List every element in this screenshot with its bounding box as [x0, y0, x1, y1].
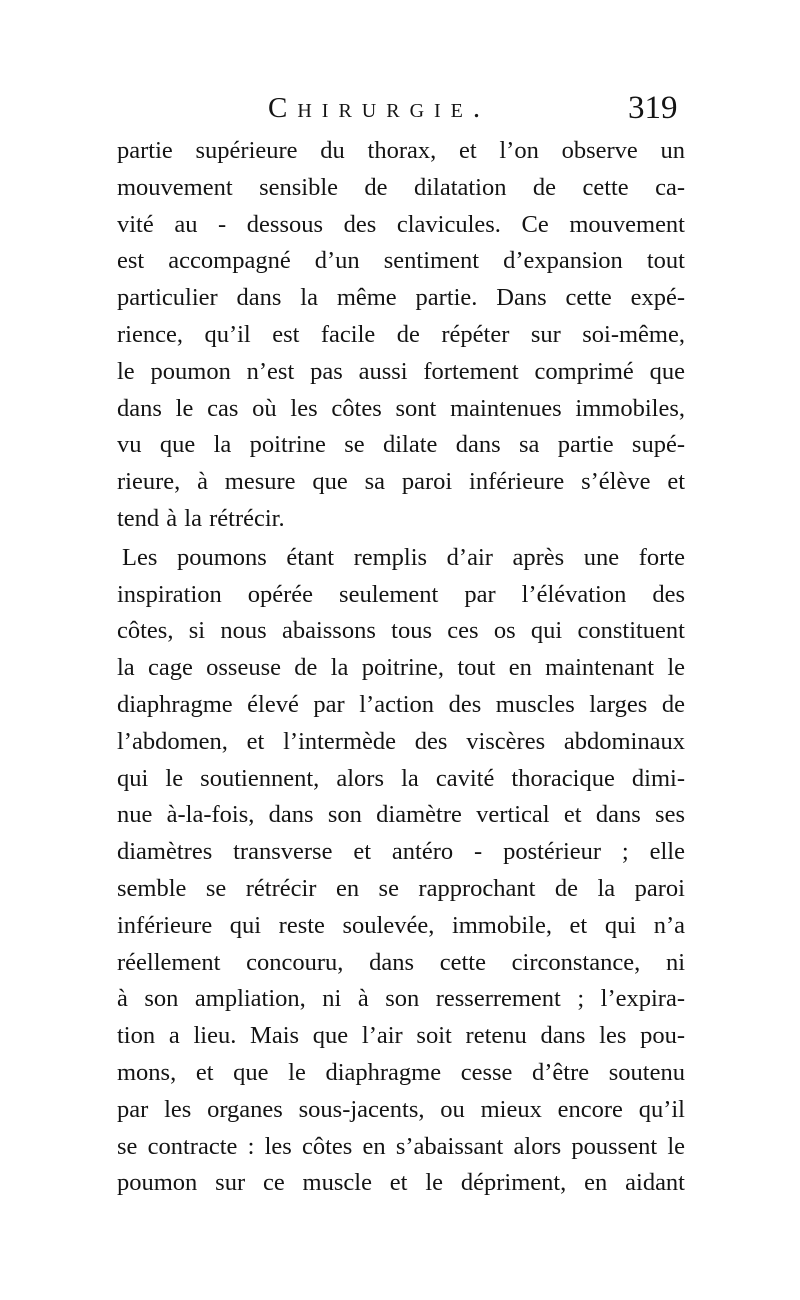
text-line-first: Les poumons étant remplis d’air après une forte — [122, 543, 685, 571]
text-line: partie supérieure du thorax, et l’on observe un — [117, 137, 685, 164]
text-line-last: tend à la rétrécir. — [117, 504, 285, 532]
text-line: le poumon n’est pas aussi fortement comprimé que — [117, 357, 685, 385]
text-line: rience, qu’il est facile de répéter sur soi-même, — [117, 320, 685, 348]
page-number: 319 — [628, 90, 678, 126]
text-line: l’abdomen, et l’intermède des viscères abdominaux — [117, 727, 685, 755]
text-line: inspiration opérée seulement par l’élévation des — [117, 580, 685, 608]
running-header — [0, 86, 800, 130]
text-line: réellement concouru, dans cette circonstance, ni — [117, 948, 685, 976]
text-line: tion a lieu. Mais que l’air soit retenu dans les pou- — [117, 1022, 685, 1050]
text-line: vu que la poitrine se dilate dans sa partie supé- — [117, 431, 685, 459]
text-line: se contracte : les côtes en s’abaissant alors poussent le — [117, 1132, 685, 1160]
text-line: inférieure qui reste soulevée, immobile, et qui n’a — [117, 911, 685, 939]
body-text — [117, 133, 685, 1202]
paragraph-1 — [117, 133, 685, 538]
text-line: mons, et que le diaphragme cesse d’être soutenu — [117, 1058, 685, 1086]
text-line: diamètres transverse et antéro - postérieur ; elle — [117, 838, 685, 866]
text-line: par les organes sous-jacents, ou mieux encore qu’il — [117, 1095, 685, 1123]
text-line: mouvement sensible de dilatation de cette ca- — [117, 173, 685, 201]
text-line: dans le cas où les côtes sont maintenues immobiles, — [117, 394, 685, 422]
text-line: côtes, si nous abaissons tous ces os qui constituent — [117, 617, 685, 645]
text-line: est accompagné d’un sentiment d’expansion tout — [117, 247, 685, 275]
running-title: Chirurgie. — [268, 92, 491, 124]
text-line: la cage osseuse de la poitrine, tout en maintenant le — [117, 654, 685, 682]
text-line: à son ampliation, ni à son resserrement ; l’expira- — [117, 985, 685, 1013]
text-line: poumon sur ce muscle et le dépriment, en aidant — [117, 1169, 685, 1197]
text-line: semble se rétrécir en se rapprochant de la paroi — [117, 874, 685, 902]
text-line: rieure, à mesure que sa paroi inférieure s’élève et — [117, 468, 685, 496]
text-line: qui le soutiennent, alors la cavité thoracique dimi- — [117, 764, 685, 792]
text-line: particulier dans la même partie. Dans cette expé- — [117, 284, 685, 312]
text-line: nue à-la-fois, dans son diamètre vertical et dans ses — [117, 801, 685, 829]
text-line: vité au - dessous des clavicules. Ce mouvement — [117, 210, 685, 238]
text-line: diaphragme élevé par l’action des muscles larges de — [117, 690, 685, 718]
paragraph-2 — [117, 540, 685, 1202]
